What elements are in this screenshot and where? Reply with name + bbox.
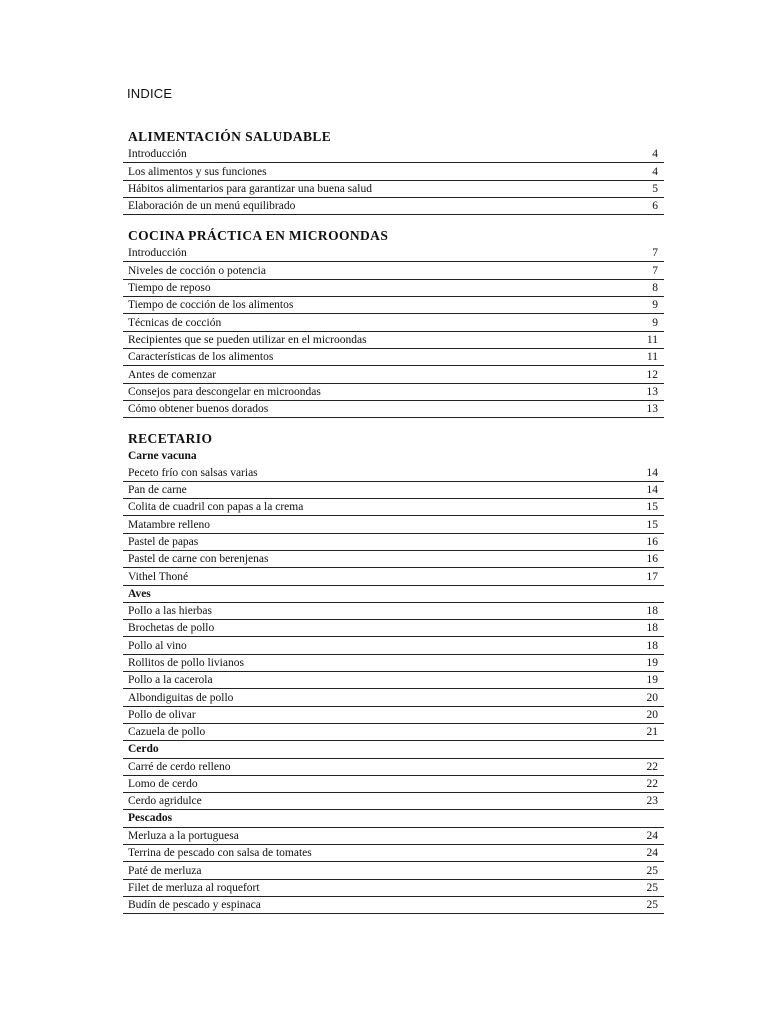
index-entry[interactable]	[123, 482, 664, 499]
entry-page-number: 11	[646, 333, 658, 346]
entry-page-number: 20	[646, 708, 658, 721]
entry-page-number: 7	[652, 264, 658, 277]
entry-page-number: 18	[646, 639, 658, 652]
entry-label: Recipientes que se pueden utilizar en el microondas	[128, 333, 367, 346]
entry-label: Introducción	[128, 148, 187, 161]
entry-label: Niveles de cocción o potencia	[128, 264, 266, 277]
entry-page-number: 18	[646, 605, 658, 618]
subsection-heading: Cerdo	[123, 741, 664, 758]
entry-label: Introducción	[128, 247, 187, 260]
index-entry[interactable]	[123, 262, 664, 279]
index-entry[interactable]	[123, 551, 664, 568]
index-entry[interactable]	[123, 297, 664, 314]
index-entry[interactable]	[123, 845, 664, 862]
entry-label: Merluza a la portuguesa	[128, 829, 239, 842]
entry-label: Cómo obtener buenos dorados	[128, 403, 269, 416]
index-entry[interactable]	[123, 707, 664, 724]
entry-label: Cerdo agridulce	[128, 795, 202, 808]
entry-page-number: 19	[646, 657, 658, 670]
index-entry[interactable]	[123, 314, 664, 331]
subsection-heading: Aves	[123, 586, 664, 603]
entry-page-number: 4	[652, 165, 658, 178]
entry-page-number: 19	[646, 674, 658, 687]
entry-page-number: 18	[646, 622, 658, 635]
entry-label: Técnicas de cocción	[128, 316, 222, 329]
index-entry[interactable]	[123, 689, 664, 706]
entry-label: Tiempo de reposo	[128, 282, 211, 295]
entry-label: Peceto frío con salsas varias	[128, 466, 258, 479]
index-entry[interactable]	[123, 672, 664, 689]
entry-page-number: 16	[646, 535, 658, 548]
section-title: COCINA PRÁCTICA EN MICROONDAS	[128, 228, 389, 244]
index-entry[interactable]	[123, 181, 664, 198]
entry-label: Cazuela de pollo	[128, 726, 206, 739]
subsection-heading: Pescados	[123, 810, 664, 827]
index-entry[interactable]	[123, 620, 664, 637]
entry-label: Elaboración de un menú equilibrado	[128, 200, 296, 213]
index-section	[123, 430, 664, 914]
index-entry[interactable]	[123, 637, 664, 654]
entry-label: Lomo de cerdo	[128, 778, 198, 791]
entry-page-number: 6	[652, 200, 658, 213]
entry-label: Carré de cerdo relleno	[128, 760, 231, 773]
index-entry[interactable]	[123, 280, 664, 297]
entry-label: Tiempo de cocción de los alimentos	[128, 299, 294, 312]
entry-page-number: 9	[652, 316, 658, 329]
entry-label: Consejos para descongelar en microondas	[128, 385, 321, 398]
index-entry[interactable]	[123, 655, 664, 672]
entry-page-number: 24	[646, 829, 658, 842]
entry-page-number: 8	[652, 282, 658, 295]
index-entry[interactable]	[123, 146, 664, 163]
entry-page-number: 13	[646, 385, 658, 398]
index-entry[interactable]	[123, 603, 664, 620]
entry-label: Filet de merluza al roquefort	[128, 881, 260, 894]
index-entry[interactable]	[123, 759, 664, 776]
entry-page-number: 25	[646, 864, 658, 877]
index-entry[interactable]	[123, 724, 664, 741]
index-entry[interactable]	[123, 880, 664, 897]
index-entry[interactable]	[123, 776, 664, 793]
entry-page-number: 23	[646, 795, 658, 808]
index-entry[interactable]	[123, 384, 664, 401]
entry-page-number: 15	[646, 518, 658, 531]
index-entry[interactable]	[123, 793, 664, 810]
entry-label: Características de los alimentos	[128, 351, 274, 364]
entry-label: Vithel Thoné	[128, 570, 189, 583]
index-entry[interactable]	[123, 163, 664, 180]
entry-label: Budín de pescado y espinaca	[128, 899, 261, 912]
entry-page-number: 25	[646, 899, 658, 912]
entry-label: Pollo al vino	[128, 639, 187, 652]
index-entry[interactable]	[123, 828, 664, 845]
index-entry[interactable]	[123, 245, 664, 262]
entry-label: Pollo de olivar	[128, 708, 196, 721]
index-entry[interactable]	[123, 516, 664, 533]
entry-page-number: 17	[646, 570, 658, 583]
entry-label: Matambre relleno	[128, 518, 211, 531]
entry-label: Paté de merluza	[128, 864, 202, 877]
entry-page-number: 12	[646, 368, 658, 381]
index-entry[interactable]	[123, 349, 664, 366]
entry-page-number: 9	[652, 299, 658, 312]
index-entry[interactable]	[123, 366, 664, 383]
index-title: INDICE	[127, 86, 173, 101]
entry-page-number: 25	[646, 881, 658, 894]
section-title: RECETARIO	[128, 431, 213, 447]
entry-page-number: 15	[646, 501, 658, 514]
entry-label: Pastel de carne con berenjenas	[128, 553, 269, 566]
index-entry[interactable]	[123, 332, 664, 349]
entry-page-number: 22	[646, 760, 658, 773]
entry-label: Hábitos alimentarios para garantizar una buena salud	[128, 182, 372, 195]
entry-label: Albondiguitas de pollo	[128, 691, 234, 704]
entry-label: Terrina de pescado con salsa de tomates	[128, 847, 312, 860]
entry-page-number: 4	[652, 148, 658, 161]
index-entry[interactable]	[123, 534, 664, 551]
index-entry[interactable]	[123, 401, 664, 418]
index-entry[interactable]	[123, 464, 664, 481]
index-entry[interactable]	[123, 897, 664, 914]
entry-page-number: 20	[646, 691, 658, 704]
entry-label: Los alimentos y sus funciones	[128, 165, 267, 178]
entry-page-number: 22	[646, 778, 658, 791]
entry-label: Antes de comenzar	[128, 368, 217, 381]
entry-page-number: 13	[646, 403, 658, 416]
entry-page-number: 5	[652, 182, 658, 195]
entry-page-number: 7	[652, 247, 658, 260]
entry-page-number: 14	[646, 484, 658, 497]
entry-page-number: 16	[646, 553, 658, 566]
index-section	[123, 227, 664, 418]
entry-label: Pollo a la cacerola	[128, 674, 213, 687]
section-title: ALIMENTACIÓN SALUDABLE	[128, 129, 332, 144]
entry-page-number: 24	[646, 847, 658, 860]
entry-page-number: 14	[646, 466, 658, 479]
index-entry[interactable]	[123, 198, 664, 215]
index-entry[interactable]	[123, 568, 664, 585]
entry-label: Colita de cuadril con papas a la crema	[128, 501, 304, 514]
entry-page-number: 21	[646, 726, 658, 739]
index-entry[interactable]	[123, 499, 664, 516]
entry-label: Brochetas de pollo	[128, 622, 215, 635]
entry-label: Pastel de papas	[128, 535, 199, 548]
index-section	[123, 128, 664, 215]
entry-label: Pan de carne	[128, 484, 187, 497]
entry-page-number: 11	[646, 351, 658, 364]
entry-label: Pollo a las hierbas	[128, 605, 212, 618]
index-entry[interactable]	[123, 862, 664, 879]
index-sections	[123, 128, 664, 914]
entry-label: Rollitos de pollo livianos	[128, 657, 244, 670]
subsection-heading: Carne vacuna	[128, 450, 197, 463]
